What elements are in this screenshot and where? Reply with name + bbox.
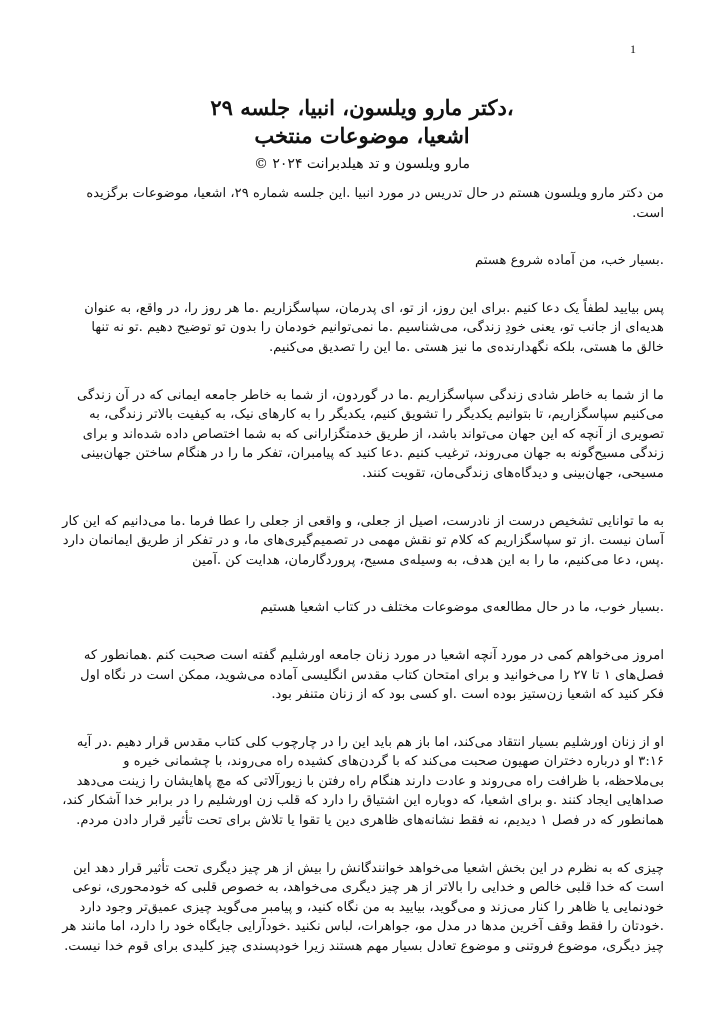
document-body xyxy=(60,184,664,985)
paragraph-intro: من دکتر مارو ویلسون هستم در حال تدریس در مورد انبیا .این جلسه شماره ۲۹، اشعیا، موضوعات برگزیده است. xyxy=(86,186,664,221)
title-line-1: ،دکتر مارو ویلسون، انبیا، جلسه ۲۹ xyxy=(210,95,514,120)
paragraph-women-criticism: او از زنان اورشلیم بسیار انتقاد می‌کند، اما باز هم باید این را در چارچوب کلی کتاب مقدس قرار دهیم .در آیه ۳:۱۶ او درباره دختران صهیون صحبت می‌کند که با گردن‌های کشیده راه می‌روند، با چشمانی خیره و بی‌ملاحظه، با ظرافت راه می‌روند و عادت دارند هنگام راه رفتن با زیورآلاتی که مچ پاهایشان را زینت می‌دهد صداهایی ایجاد کنند .و برای اشعیا، که دوباره این اشتیاق را دارد که قلب زن اورشلیم را در برابر خدا آشکار کند، همانطور که در فصل ۱ دیدیم، نه فقط نشانه‌های ظاهری دین یا تقوا یا تلاش برای تحت تأثیر قرار دادن مردم. xyxy=(62,734,664,829)
page-number: 1 xyxy=(630,42,636,56)
paragraph-prayer-3: به ما توانایی تشخیص درست از نادرست، اصیل از جعلی، و واقعی از جعلی را عطا فرما .ما می‌دانیم که این کار آسان نیست .از تو سپاسگزاریم که کلام تو نقش مهمی در تصمیم‌گیری‌های ما، و در تفکر از طریق ایمانمان دارد .پس، دعا می‌کنیم، ما را به این هدف، به وسیله‌ی مسیح، پروردگارمان، هدایت کن .آمین xyxy=(62,513,664,568)
paragraph-pure-heart: چیزی که به نظرم در این بخش اشعیا می‌خواهد خوانندگانش را بیش از هر چیز دیگری تحت تأثیر قرار دهد این است که خدا قلبی خالص و خدایی را بالاتر از هر چیز دیگری می‌خواهد، به خصوص قلبی که خودمحوری، نوعی خودنمایی یا ظاهر را کنار می‌زند و می‌گوید، بیایید به من نگاه کنید، و پیامبر می‌گوید چیزی عمیق‌تر وجود دارد .خودتان را فقط وقف آخرین مدها در مدل مو، جواهرات، لباس نکنید .خودآرایی جایگاه خود را دارد، اما مانند هر چیز دیگری، موضوع فروتنی و موضوع تعادل بسیار مهم هستند زیرا خودپسندی چیز کلیدی برای قوم خدا نیست. xyxy=(62,860,664,955)
paragraph-prayer-2: ما از شما به خاطر شادی زندگی سپاسگزاریم .ما در گوردون، از شما به خاطر جامعه ایمانی که در آن زندگی می‌کنیم سپاسگزاریم، تا بتوانیم یکدیگر را تشویق کنیم، یکدیگر را به کارهای نیک، به کیفیت بالاتر زندگی، به تصویری از آنچه که این جهان می‌تواند باشد، از طریق خدمتگزارانی که به شما اختصاص داده شده‌اند و برای زندگی مسیح‌گونه به جهان می‌روند، ترغیب کنیم .دعا کنید که پیامبران، تفکر ما را در هنگام ساختن جهان‌بینی مسیحی، جهان‌بینی و دیدگاه‌های زندگی‌مان، تقویت کنند. xyxy=(77,387,664,481)
author-copyright: مارو ویلسون و تد هیلدبرانت ۲۰۲۴ © xyxy=(253,156,471,172)
paragraph-topics: .بسیار خوب، ما در حال مطالعه‌ی موضوعات مختلف در کتاب اشعیا هستیم xyxy=(260,600,664,616)
paragraph-prayer-1: پس بیایید لطفاً یک دعا کنیم .برای این روز، از تو، ای پدرمان، سپاسگزاریم .ما هر روز را، در واقع، به عنوان هدیه‌ای از جانب تو، یعنی خودِ زندگی، می‌شناسیم .ما نمی‌توانیم خودمان را بدون تو توضیح دهیم .تو نه تنها خالق ما هستی، بلکه نگهدارنده‌ی ما نیز هستی .ما این را تصدیق می‌کنیم. xyxy=(84,300,664,355)
paragraph-women-intro: امروز می‌خواهم کمی در مورد آنچه اشعیا در مورد زنان جامعه اورشلیم گفته است صحبت کنم .همانطور که فصل‌های ۱ تا ۲۷ را می‌خوانید و برای امتحان کتاب مقدس انگلیسی آماده می‌شوید، ممکن است در نگاه اول فکر کنید که اشعیا زن‌ستیز بوده است .او کسی بود که از زنان متنفر بود. xyxy=(80,647,664,703)
title-line-2: اشعیا، موضوعات منتخب xyxy=(254,123,470,148)
document-header xyxy=(60,94,664,174)
paragraph-start: .بسیار خب، من آماده شروع هستم xyxy=(475,253,664,269)
